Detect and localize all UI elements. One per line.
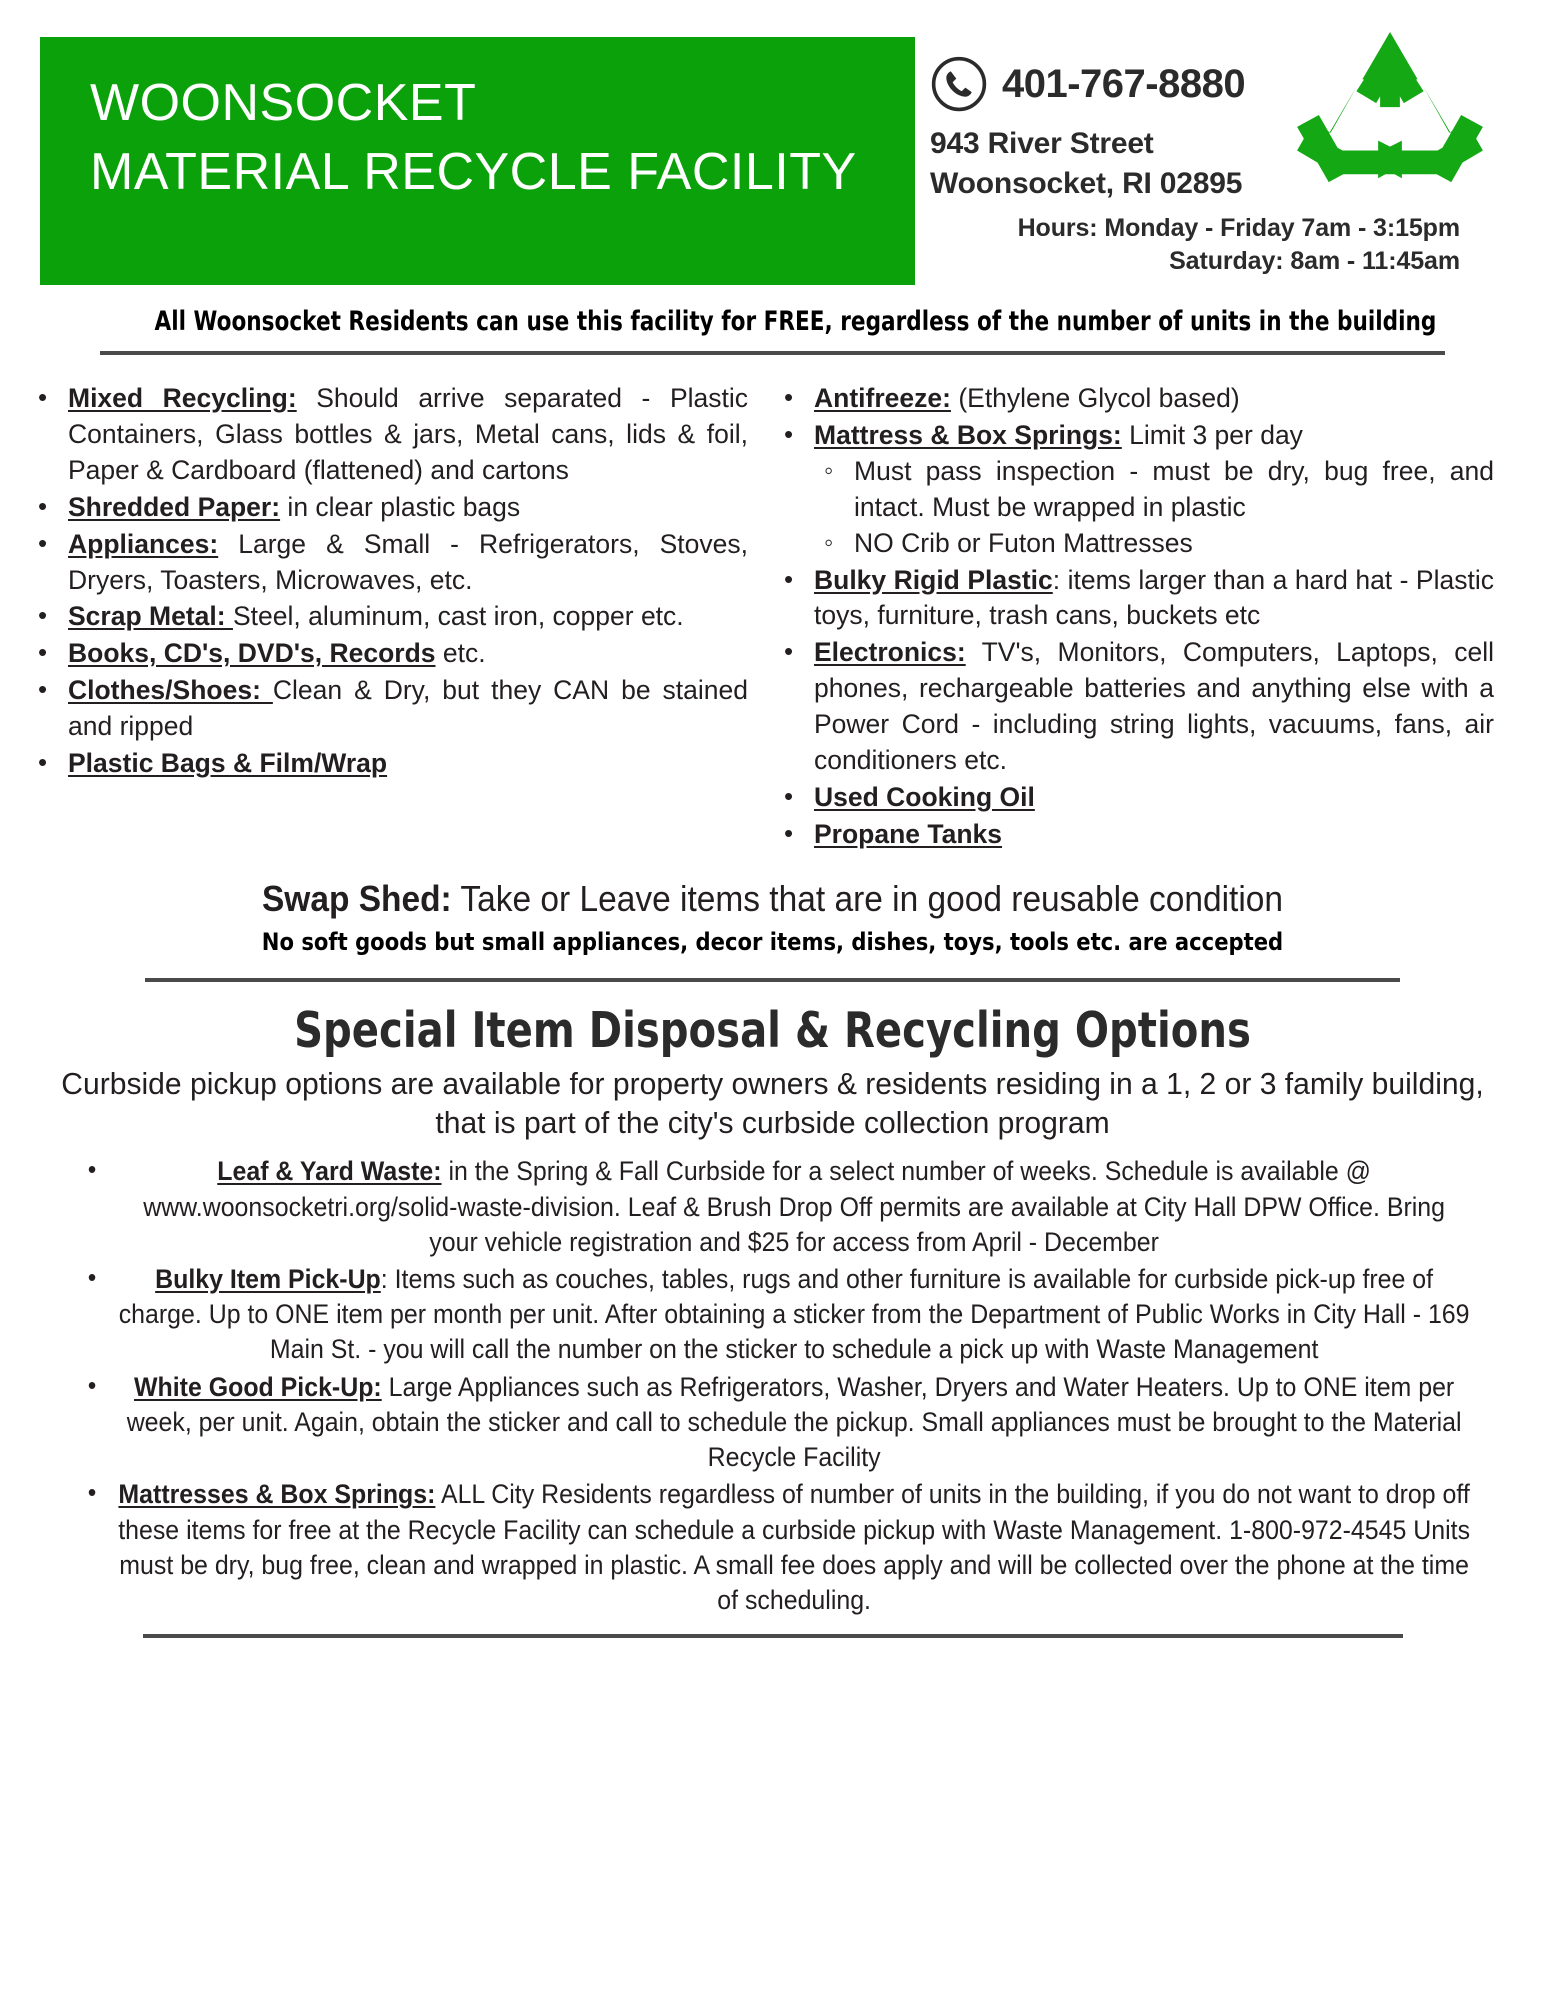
right-column [772, 381, 1494, 854]
item-label: Leaf & Yard Waste: [217, 1156, 442, 1187]
address-city-state-zip: Woonsocket, RI 02895 [930, 166, 1243, 200]
divider-middle [145, 978, 1400, 982]
recycling-arrows-icon [1290, 28, 1490, 198]
item-label: Propane Tanks [814, 818, 1003, 849]
item-text: (Ethylene Glycol based) [950, 383, 1240, 413]
item-label: Used Cooking Oil [814, 781, 1035, 812]
item-label: Bulky Rigid Plastic [814, 564, 1053, 595]
item-label: Electronics: [814, 637, 966, 668]
item-text: ALL City Residents regardless of number of units in the building, if you do not want to drop off these items for free at the Recycle Facility can schedule a curbside pickup with Waste Management. 1-800-972-4545 Units must be dry, bug free, clean and wrapped in plastic. A small fee does apply and will be collected over the phone at the time of scheduling. [118, 1479, 1471, 1616]
hours-saturday: Saturday: 8am - 11:45am [1169, 246, 1460, 275]
header [0, 0, 1545, 300]
list-item [75, 1262, 1471, 1368]
swap-shed-label: Swap Shed: [261, 877, 452, 919]
list-item [772, 381, 1494, 417]
address-street: 943 River Street [930, 127, 1154, 160]
list-item [26, 527, 748, 599]
list-item [772, 418, 1494, 562]
item-text: items larger than a hard hat - Plastic toys, furniture, trash cans, buckets etc [814, 564, 1494, 631]
list-item [772, 635, 1494, 779]
item-label: Clothes/Shoes: [68, 675, 273, 706]
list-item [26, 636, 748, 672]
hours-weekday: Hours: Monday - Friday 7am - 3:15pm [1017, 214, 1460, 242]
item-text: Should arrive separated - Plastic Containers, Glass bottles & jars, Metal cans, lids & foil, Paper & Cardboard (flattened) and cartons [68, 383, 748, 485]
special-section-intro: Curbside pickup options are available for property owners & residents residing in a 1, 2 or 3 family building, that is part of the city's curbside collection program [61, 1065, 1484, 1140]
item-text: Clean & Dry, but they CAN be stained and ripped [68, 675, 748, 742]
list-item [26, 599, 748, 635]
list-item [75, 1370, 1471, 1476]
list-item [26, 381, 748, 489]
sub-list-item: ◦ NO Crib or Futon Mattresses [814, 526, 1494, 562]
accepted-items-columns [0, 381, 1545, 854]
left-item-list [26, 381, 748, 782]
phone-in-circle-icon [930, 55, 988, 113]
item-label: Mattress & Box Springs: [814, 419, 1122, 450]
item-text: Items such as couches, tables, rugs and other furniture is available for curbside pick-up free of charge. Up to ONE item per month per unit. After obtaining a sticker from the Department of Public Works in City Hall - 169 Main St. - you will call the number on the sticker to schedule a pick up with Waste Management [118, 1263, 1470, 1365]
list-item [75, 1477, 1471, 1618]
swap-shed-line [54, 878, 1491, 920]
item-text: Limit 3 per day [1121, 419, 1303, 450]
list-item [26, 673, 748, 745]
item-text: Steel, aluminum, cast iron, copper etc. [232, 601, 684, 632]
list-item [772, 563, 1494, 635]
item-label: Mixed Recycling: [68, 383, 297, 413]
item-label: Books, CD's, DVD's, Records [68, 638, 436, 669]
divider-top [100, 351, 1445, 355]
item-label: Bulky Item Pick-Up [155, 1263, 381, 1294]
item-label: White Good Pick-Up: [134, 1371, 382, 1402]
item-label-suffix: : [1052, 564, 1061, 595]
item-label: Plastic Bags & Film/Wrap [68, 748, 388, 779]
left-column [26, 381, 748, 854]
item-text: TV's, Monitors, Computers, Laptops, cell phones, rechargeable batteries and anything else with a Power Cord - including string lights, vacuums, fans, air conditioners etc. [814, 637, 1494, 776]
item-label: Scrap Metal: [68, 601, 233, 632]
item-text: Large & Small - Refrigerators, Stoves, Dryers, Toasters, Microwaves, etc. [68, 528, 748, 595]
item-text: in the Spring & Fall Curbside for a select number of weeks. Schedule is available @ www.woonsocketri.org/solid-waste-division. Leaf & Brush Drop Off permits are available at City Hall DPW Office. Bring your vehicle registration and $25 for access from April - December [143, 1156, 1446, 1257]
item-label: Antifreeze: [814, 383, 951, 413]
item-label: Shredded Paper: [68, 491, 281, 522]
list-item [772, 817, 1494, 853]
item-label: Appliances: [68, 528, 219, 559]
title-banner [40, 37, 915, 285]
phone-number: 401-767-8880 [1002, 61, 1246, 106]
list-item [772, 780, 1494, 816]
item-text: etc. [435, 638, 486, 669]
special-item-list [0, 1154, 1545, 1618]
divider-bottom [143, 1634, 1403, 1638]
item-text: Large Appliances such as Refrigerators, Washer, Dryers and Water Heaters. Up to ONE item per week, per unit. Again, obtain the sticker and call to schedule the pickup. Small appliances must be brought to the Material Recycle Facility [126, 1371, 1462, 1473]
item-label-suffix: : [380, 1263, 388, 1294]
right-item-list [772, 381, 1494, 853]
list-item [26, 490, 748, 526]
item-text: in clear plastic bags [280, 491, 521, 522]
list-item [75, 1154, 1471, 1260]
swap-shed-text: Take or Leave items that are in good reusable condition [451, 877, 1284, 919]
sub-item-list [814, 454, 1494, 562]
swap-shed-subtitle: No soft goods but small appliances, decor items, dishes, toys, tools etc. are accepted [261, 927, 1284, 956]
free-for-residents-tagline: All Woonsocket Residents can use this facility for FREE, regardless of the number of units in the building [154, 306, 1437, 337]
special-section-title: Special Item Disposal & Recycling Options [294, 1001, 1251, 1059]
sub-list-item: ◦ Must pass inspection - must be dry, bug free, and intact. Must be wrapped in plastic [814, 454, 1494, 526]
item-label: Mattresses & Box Springs: [118, 1479, 436, 1510]
facility-name-line1: WOONSOCKET [90, 74, 477, 132]
facility-name-line2: MATERIAL RECYCLE FACILITY [90, 142, 857, 201]
list-item [26, 746, 748, 782]
